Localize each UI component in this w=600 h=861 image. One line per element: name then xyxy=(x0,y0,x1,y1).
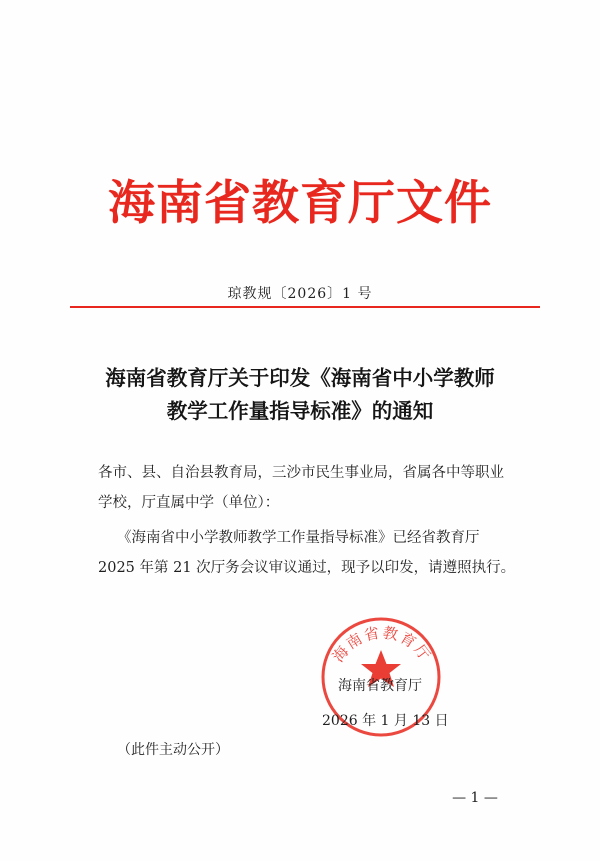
disclosure-note: （此件主动公开） xyxy=(117,742,229,758)
signing-date: 2026 年 1 月 13 日 xyxy=(322,713,449,729)
notice-title-line-1: 海南省教育厅关于印发《海南省中小学教师 xyxy=(105,366,495,390)
document-number: 琼教规〔2026〕1 号 xyxy=(227,286,373,302)
notice-title xyxy=(0,362,600,428)
addressees-line-2: 学校，厅直属中学（单位）： xyxy=(98,495,280,511)
notice-title-line-2: 教学工作量指导标准》的通知 xyxy=(166,399,434,423)
red-divider-line xyxy=(70,306,540,308)
body-line-2: 2025 年第 21 次厅务会议审议通过，现予以印发，请遵照执行。 xyxy=(98,560,516,576)
page-number: — 1 — xyxy=(452,790,498,806)
body-line-1: 《海南省中小学教师教学工作量指导标准》已经省教育厅 xyxy=(117,530,480,546)
svg-text:海南省教育厅: 海南省教育厅 xyxy=(328,623,436,666)
signer-organization: 海南省教育厅 xyxy=(338,678,422,694)
addressees-line-1: 各市、县、自治县教育局，三沙市民生事业局，省属各中等职业 xyxy=(98,465,504,481)
issuer-heading: 海南省教育厅文件 xyxy=(108,176,492,231)
